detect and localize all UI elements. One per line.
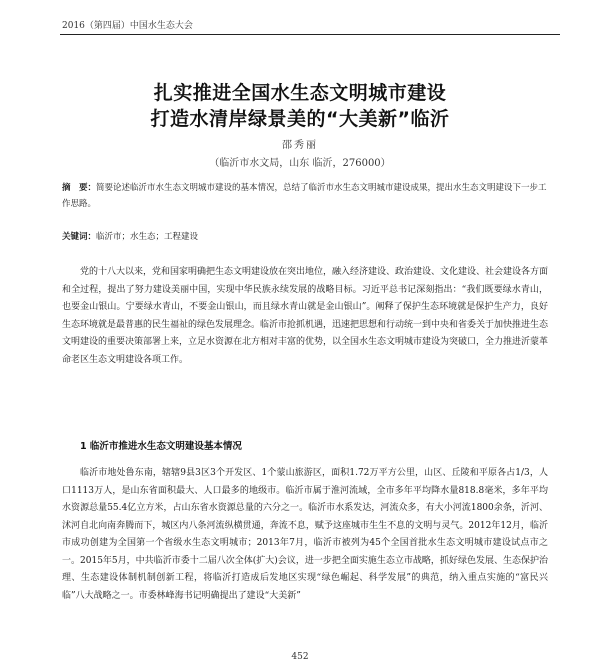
paper-title-line-1: 扎实推进全国水生态文明城市建设 (153, 82, 447, 104)
author: 邵秀丽 (282, 140, 318, 151)
keywords-text: 临沂市；水生态；工程建设 (96, 232, 199, 242)
running-header: 2016（第四届）中国水生态大会 (62, 21, 193, 31)
paper-title-line-2: 打造水清岸绿景美的“大美新”临沂 (150, 108, 450, 130)
abstract-label: 摘 要： (62, 183, 97, 193)
abstract-text: 简要论述临沂市水生态文明城市建设的基本情况，总结了临沂市水生态文明城市建设成果，提出水生态文明建设下一步工作思路。 (62, 183, 547, 209)
section-heading: 1 临沂市推进水生态文明建设基本情况 (80, 441, 242, 452)
keywords-label: 关键词： (62, 232, 97, 242)
body-paragraph: 党的十八大以来，党和国家明确把生态文明建设放在突出地位，融入经济建设、政治建设、文化建设、社会建设各方面和全过程，提出了努力建设美丽中国，实现中华民族永续发展的战略目标。习近平总书记深刻指出：“我们既要绿水青山，也要金山银山。宁要绿水青山，不要金山银山，而且绿水青山就是金山银山”。阐释了保护生态环境就是保护生产力，良好生态环境就是最普惠的民生福祉的绿色发展理念。临沂市抢抓机遇，迅速把思想和行动统一到中央和省委关于加快推进生态文明建设的重要决策部署上来，立足水资源在北方相对丰富的优势，以全国水生态文明城市建设为突破口，全力推进沂蒙革命老区生态文明建设各项工作。 (62, 267, 549, 365)
body-paragraph: 临沂市地处鲁东南，辖辖9县3区3个开发区、1个蒙山旅游区，面积1.72万平方公里，山区、丘陵和平原各占1/3，人口1113万人，是山东省面积最大、人口最多的地级市。临沂市属于淮河流域，全市多年平均降水量818.8毫米，多年平均水资源总量55.4亿立方米，占山东省水资源总量的六分之一。临沂市水系发达，河流众多，有大小河流1800余条，沂河、沭河自北向南奔腾而下，城区内八条河流纵横贯通，奔流不息，赋予这座城市生生不息的文明与灵气。2012年12月，临沂市成功创建为全国第一个省级水生态文明城市；2013年7月，临沂市被列为45个全国首批水生态文明城市建设试点市之一。2015年5月，中共临沂市委十二届八次全体(扩大)会议，进一步把全面实施生态立市战略，抓好绿色发展、生态保护治理、生态建设体制机制创新工程，将临沂打造成后发地区实现“绿色崛起、科学发展”的典范，纳入重点实施的“富民兴临”八大战略之一。市委林峰海书记明确提出了建设“大美新” (62, 468, 548, 601)
page-number: 452 (291, 652, 309, 662)
keywords (62, 230, 198, 242)
abstract (62, 180, 548, 212)
affiliation: （临沂市水文局，山东 临沂，276000） (209, 158, 391, 169)
header-rule (60, 34, 560, 35)
